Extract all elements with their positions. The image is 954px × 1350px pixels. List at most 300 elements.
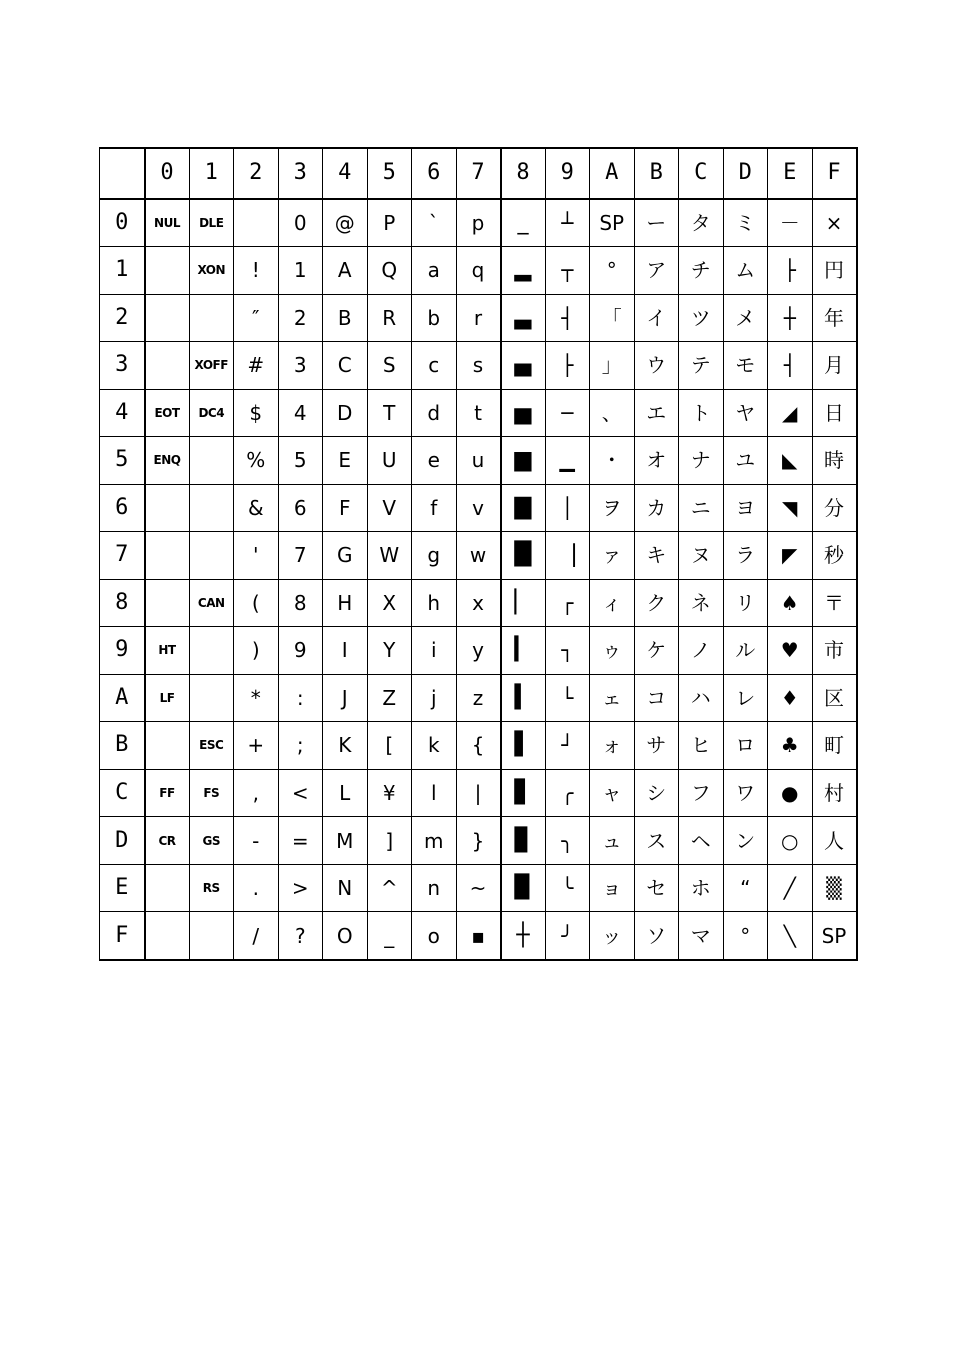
code-cell-7c: | — [456, 769, 501, 817]
code-cell-fa: 区 — [812, 674, 857, 722]
code-cell-21: ! — [234, 247, 279, 295]
code-cell-58: X — [367, 579, 412, 627]
code-cell-0c: FF — [145, 769, 190, 817]
code-cell-50: P — [367, 199, 412, 247]
code-cell-e3: ┤ — [768, 342, 813, 390]
code-cell-d5: ユ — [723, 437, 768, 485]
row-header-4: 4 — [100, 389, 145, 437]
code-cell-ca: ハ — [679, 674, 724, 722]
code-cell-7d: } — [456, 817, 501, 865]
code-cell-48: H — [323, 579, 368, 627]
code-cell-c2: ツ — [679, 294, 724, 342]
code-cell-40: @ — [323, 199, 368, 247]
code-cell-86: ▇ — [501, 484, 546, 532]
code-cell-7a: z — [456, 674, 501, 722]
code-cell-ec: ● — [768, 769, 813, 817]
code-cell-5c: ¥ — [367, 769, 412, 817]
code-cell-a6: ヲ — [590, 484, 635, 532]
code-cell-22: ″ — [234, 294, 279, 342]
code-cell-06 — [145, 484, 190, 532]
code-cell-2b: + — [234, 722, 279, 770]
code-cell-03 — [145, 342, 190, 390]
code-cell-aa: ェ — [590, 674, 635, 722]
code-cell-96: │ — [545, 484, 590, 532]
code-cell-7b: { — [456, 722, 501, 770]
code-cell-e5: ◣ — [768, 437, 813, 485]
table-row — [100, 294, 857, 342]
code-cell-93: ├ — [545, 342, 590, 390]
code-cell-25: % — [234, 437, 279, 485]
column-header-row — [100, 148, 857, 199]
code-cell-af: ッ — [590, 912, 635, 960]
code-cell-f1: 円 — [812, 247, 857, 295]
code-cell-78: x — [456, 579, 501, 627]
code-cell-ee: ╱ — [768, 864, 813, 912]
code-cell-02 — [145, 294, 190, 342]
code-cell-c3: テ — [679, 342, 724, 390]
code-cell-bd: ス — [634, 817, 679, 865]
code-cell-04: EOT — [145, 389, 190, 437]
code-cell-53: S — [367, 342, 412, 390]
code-cell-43: C — [323, 342, 368, 390]
column-header-4: 4 — [323, 148, 368, 199]
code-cell-f3: 月 — [812, 342, 857, 390]
code-cell-8d: ▊ — [501, 817, 546, 865]
code-cell-64: d — [412, 389, 457, 437]
code-cell-5d: ] — [367, 817, 412, 865]
code-cell-a8: ィ — [590, 579, 635, 627]
code-table — [99, 147, 858, 961]
code-cell-fc: 村 — [812, 769, 857, 817]
code-cell-a2: 「 — [590, 294, 635, 342]
code-cell-8b: ▌ — [501, 722, 546, 770]
code-cell-91: ┬ — [545, 247, 590, 295]
code-cell-46: F — [323, 484, 368, 532]
code-cell-4b: K — [323, 722, 368, 770]
code-cell-dd: ン — [723, 817, 768, 865]
code-cell-de: “ — [723, 864, 768, 912]
code-cell-84: ▅ — [501, 389, 546, 437]
code-cell-65: e — [412, 437, 457, 485]
code-cell-c9: ノ — [679, 627, 724, 675]
code-cell-a3: 」 — [590, 342, 635, 390]
code-cell-5f: _ — [367, 912, 412, 960]
code-cell-bf: ソ — [634, 912, 679, 960]
code-cell-14: DC4 — [189, 389, 234, 437]
code-cell-db: ロ — [723, 722, 768, 770]
table-row — [100, 912, 857, 960]
table-row — [100, 864, 857, 912]
code-cell-f0: × — [812, 199, 857, 247]
code-cell-67: g — [412, 532, 457, 580]
code-cell-7e: ~ — [456, 864, 501, 912]
code-cell-6d: m — [412, 817, 457, 865]
column-header-7: 7 — [456, 148, 501, 199]
code-cell-26: & — [234, 484, 279, 532]
code-cell-4e: N — [323, 864, 368, 912]
code-cell-1f — [189, 912, 234, 960]
code-cell-f2: 年 — [812, 294, 857, 342]
code-cell-b6: カ — [634, 484, 679, 532]
code-cell-79: y — [456, 627, 501, 675]
code-cell-49: I — [323, 627, 368, 675]
code-cell-59: Y — [367, 627, 412, 675]
code-cell-2d: - — [234, 817, 279, 865]
code-cell-70: p — [456, 199, 501, 247]
code-cell-8c: ▋ — [501, 769, 546, 817]
table-row — [100, 674, 857, 722]
code-cell-c0: タ — [679, 199, 724, 247]
code-cell-e9: ♥ — [768, 627, 813, 675]
code-cell-81: ▂ — [501, 247, 546, 295]
code-cell-5a: Z — [367, 674, 412, 722]
table-row — [100, 532, 857, 580]
column-header-5: 5 — [367, 148, 412, 199]
column-header-9: 9 — [545, 148, 590, 199]
code-cell-9b: ┘ — [545, 722, 590, 770]
row-header-d: D — [100, 817, 145, 865]
code-cell-2c: , — [234, 769, 279, 817]
code-cell-72: r — [456, 294, 501, 342]
code-cell-e2: ┼ — [768, 294, 813, 342]
code-cell-b3: ウ — [634, 342, 679, 390]
code-cell-62: b — [412, 294, 457, 342]
code-cell-88: ▏ — [501, 579, 546, 627]
code-cell-3f: ? — [278, 912, 323, 960]
code-cell-1b: ESC — [189, 722, 234, 770]
code-cell-0d: CR — [145, 817, 190, 865]
code-cell-92: ┤ — [545, 294, 590, 342]
table-row — [100, 817, 857, 865]
code-cell-bc: シ — [634, 769, 679, 817]
code-cell-ac: ャ — [590, 769, 635, 817]
code-cell-ab: ォ — [590, 722, 635, 770]
code-cell-f5: 時 — [812, 437, 857, 485]
code-cell-b9: ケ — [634, 627, 679, 675]
code-cell-c6: ニ — [679, 484, 724, 532]
code-cell-18: CAN — [189, 579, 234, 627]
code-cell-d0: ミ — [723, 199, 768, 247]
code-cell-77: w — [456, 532, 501, 580]
code-cell-8e: ▉ — [501, 864, 546, 912]
code-cell-28: ( — [234, 579, 279, 627]
column-header-b: B — [634, 148, 679, 199]
code-cell-38: 8 — [278, 579, 323, 627]
code-cell-98: ┌ — [545, 579, 590, 627]
code-cell-fb: 町 — [812, 722, 857, 770]
code-cell-d4: ヤ — [723, 389, 768, 437]
code-cell-6e: n — [412, 864, 457, 912]
code-cell-ef: ╲ — [768, 912, 813, 960]
code-cell-31: 1 — [278, 247, 323, 295]
code-cell-3e: > — [278, 864, 323, 912]
code-cell-97: ▕ — [545, 532, 590, 580]
column-header-2: 2 — [234, 148, 279, 199]
column-header-3: 3 — [278, 148, 323, 199]
code-cell-1e: RS — [189, 864, 234, 912]
code-cell-df: ° — [723, 912, 768, 960]
code-cell-cb: ヒ — [679, 722, 724, 770]
code-cell-24: $ — [234, 389, 279, 437]
code-cell-73: s — [456, 342, 501, 390]
code-cell-20 — [234, 199, 279, 247]
code-cell-ba: コ — [634, 674, 679, 722]
code-cell-dc: ワ — [723, 769, 768, 817]
column-header-6: 6 — [412, 148, 457, 199]
column-header-8: 8 — [501, 148, 546, 199]
code-cell-39: 9 — [278, 627, 323, 675]
code-cell-a4: 、 — [590, 389, 635, 437]
code-cell-66: f — [412, 484, 457, 532]
code-cell-cd: ヘ — [679, 817, 724, 865]
code-cell-6c: l — [412, 769, 457, 817]
character-code-chart — [99, 147, 856, 961]
code-cell-a1: ° — [590, 247, 635, 295]
code-cell-57: W — [367, 532, 412, 580]
column-header-c: C — [679, 148, 724, 199]
code-cell-10: DLE — [189, 199, 234, 247]
row-header-2: 2 — [100, 294, 145, 342]
code-cell-52: R — [367, 294, 412, 342]
code-cell-8f: ┼ — [501, 912, 546, 960]
code-cell-68: h — [412, 579, 457, 627]
code-cell-15 — [189, 437, 234, 485]
code-cell-3c: < — [278, 769, 323, 817]
column-header-e: E — [768, 148, 813, 199]
code-cell-74: t — [456, 389, 501, 437]
code-cell-ae: ョ — [590, 864, 635, 912]
code-cell-75: u — [456, 437, 501, 485]
code-cell-55: U — [367, 437, 412, 485]
code-cell-1d: GS — [189, 817, 234, 865]
column-header-a: A — [590, 148, 635, 199]
code-cell-5e: ^ — [367, 864, 412, 912]
code-cell-f9: 市 — [812, 627, 857, 675]
code-cell-29: ) — [234, 627, 279, 675]
code-cell-8a: ▍ — [501, 674, 546, 722]
code-cell-2a: * — [234, 674, 279, 722]
code-cell-32: 2 — [278, 294, 323, 342]
code-cell-23: # — [234, 342, 279, 390]
row-header-b: B — [100, 722, 145, 770]
code-cell-a9: ゥ — [590, 627, 635, 675]
code-cell-01 — [145, 247, 190, 295]
table-row — [100, 389, 857, 437]
code-cell-bb: サ — [634, 722, 679, 770]
code-cell-fd: 人 — [812, 817, 857, 865]
row-header-3: 3 — [100, 342, 145, 390]
code-cell-11: XON — [189, 247, 234, 295]
code-cell-47: G — [323, 532, 368, 580]
column-header-f: F — [812, 148, 857, 199]
code-cell-7f: ▪ — [456, 912, 501, 960]
code-cell-6f: o — [412, 912, 457, 960]
code-cell-be: セ — [634, 864, 679, 912]
code-cell-c5: ナ — [679, 437, 724, 485]
table-row — [100, 247, 857, 295]
code-cell-4c: L — [323, 769, 368, 817]
row-header-0: 0 — [100, 199, 145, 247]
code-cell-1a — [189, 674, 234, 722]
corner-cell — [100, 148, 145, 199]
code-cell-9e: ╰ — [545, 864, 590, 912]
code-cell-85: ▆ — [501, 437, 546, 485]
code-cell-f7: 秒 — [812, 532, 857, 580]
code-cell-c4: ト — [679, 389, 724, 437]
code-cell-4d: M — [323, 817, 368, 865]
code-cell-56: V — [367, 484, 412, 532]
code-cell-44: D — [323, 389, 368, 437]
code-cell-ea: ♦ — [768, 674, 813, 722]
code-cell-4f: O — [323, 912, 368, 960]
code-cell-0a: LF — [145, 674, 190, 722]
code-cell-d1: ム — [723, 247, 768, 295]
code-cell-a5: ・ — [590, 437, 635, 485]
row-header-8: 8 — [100, 579, 145, 627]
code-cell-0b — [145, 722, 190, 770]
code-cell-4a: J — [323, 674, 368, 722]
code-cell-e1: ├ — [768, 247, 813, 295]
code-cell-fe: ▒ — [812, 864, 857, 912]
code-cell-ad: ュ — [590, 817, 635, 865]
code-cell-a0: SP — [590, 199, 635, 247]
code-cell-b1: ア — [634, 247, 679, 295]
code-cell-d9: ル — [723, 627, 768, 675]
code-cell-0f — [145, 912, 190, 960]
row-header-f: F — [100, 912, 145, 960]
code-cell-c1: チ — [679, 247, 724, 295]
code-cell-9a: └ — [545, 674, 590, 722]
code-cell-6a: j — [412, 674, 457, 722]
code-cell-36: 6 — [278, 484, 323, 532]
code-cell-12 — [189, 294, 234, 342]
row-header-9: 9 — [100, 627, 145, 675]
code-cell-13: XOFF — [189, 342, 234, 390]
code-cell-b4: エ — [634, 389, 679, 437]
code-cell-cf: マ — [679, 912, 724, 960]
code-cell-27: ' — [234, 532, 279, 580]
code-cell-3b: ; — [278, 722, 323, 770]
row-header-6: 6 — [100, 484, 145, 532]
code-cell-45: E — [323, 437, 368, 485]
code-cell-eb: ♣ — [768, 722, 813, 770]
row-header-7: 7 — [100, 532, 145, 580]
code-cell-35: 5 — [278, 437, 323, 485]
code-cell-82: ▃ — [501, 294, 546, 342]
code-cell-9c: ╭ — [545, 769, 590, 817]
code-cell-b5: オ — [634, 437, 679, 485]
code-cell-95: ▁ — [545, 437, 590, 485]
code-cell-e8: ♠ — [768, 579, 813, 627]
code-cell-b8: ク — [634, 579, 679, 627]
code-cell-83: ▄ — [501, 342, 546, 390]
code-cell-37: 7 — [278, 532, 323, 580]
code-cell-00: NUL — [145, 199, 190, 247]
code-cell-19 — [189, 627, 234, 675]
code-cell-b0: ー — [634, 199, 679, 247]
code-cell-da: レ — [723, 674, 768, 722]
code-cell-80: _ — [501, 199, 546, 247]
code-cell-99: ┐ — [545, 627, 590, 675]
code-cell-69: i — [412, 627, 457, 675]
code-cell-94: ─ — [545, 389, 590, 437]
code-cell-16 — [189, 484, 234, 532]
code-cell-e6: ◥ — [768, 484, 813, 532]
code-cell-5b: [ — [367, 722, 412, 770]
code-cell-b2: イ — [634, 294, 679, 342]
column-header-0: 0 — [145, 148, 190, 199]
code-cell-c7: ヌ — [679, 532, 724, 580]
code-cell-1c: FS — [189, 769, 234, 817]
code-cell-f8: 〒 — [812, 579, 857, 627]
code-cell-d8: リ — [723, 579, 768, 627]
code-cell-17 — [189, 532, 234, 580]
code-cell-f6: 分 — [812, 484, 857, 532]
code-cell-e0: － — [768, 199, 813, 247]
code-cell-51: Q — [367, 247, 412, 295]
code-cell-09: HT — [145, 627, 190, 675]
row-header-c: C — [100, 769, 145, 817]
code-cell-ff: SP — [812, 912, 857, 960]
code-cell-e7: ◤ — [768, 532, 813, 580]
row-header-e: E — [100, 864, 145, 912]
row-header-a: A — [100, 674, 145, 722]
table-row — [100, 627, 857, 675]
table-row — [100, 199, 857, 247]
code-cell-6b: k — [412, 722, 457, 770]
column-header-d: D — [723, 148, 768, 199]
code-cell-d3: モ — [723, 342, 768, 390]
code-cell-63: c — [412, 342, 457, 390]
table-row — [100, 437, 857, 485]
table-row — [100, 769, 857, 817]
code-cell-3a: : — [278, 674, 323, 722]
code-cell-0e — [145, 864, 190, 912]
code-cell-ed: ○ — [768, 817, 813, 865]
code-cell-a7: ァ — [590, 532, 635, 580]
code-cell-90: ┴ — [545, 199, 590, 247]
code-cell-cc: フ — [679, 769, 724, 817]
code-cell-30: 0 — [278, 199, 323, 247]
code-cell-d2: メ — [723, 294, 768, 342]
code-cell-ce: ホ — [679, 864, 724, 912]
code-cell-33: 3 — [278, 342, 323, 390]
table-row — [100, 342, 857, 390]
code-cell-c8: ネ — [679, 579, 724, 627]
code-cell-9f: ╯ — [545, 912, 590, 960]
code-cell-60: ` — [412, 199, 457, 247]
column-header-1: 1 — [189, 148, 234, 199]
code-cell-2f: / — [234, 912, 279, 960]
table-row — [100, 484, 857, 532]
code-cell-2e: . — [234, 864, 279, 912]
table-row — [100, 579, 857, 627]
code-cell-3d: = — [278, 817, 323, 865]
code-cell-71: q — [456, 247, 501, 295]
code-cell-05: ENQ — [145, 437, 190, 485]
code-cell-42: B — [323, 294, 368, 342]
code-cell-08 — [145, 579, 190, 627]
code-cell-b7: キ — [634, 532, 679, 580]
code-cell-54: T — [367, 389, 412, 437]
code-cell-d7: ラ — [723, 532, 768, 580]
code-cell-07 — [145, 532, 190, 580]
code-cell-89: ▎ — [501, 627, 546, 675]
table-row — [100, 722, 857, 770]
code-cell-87: █ — [501, 532, 546, 580]
row-header-5: 5 — [100, 437, 145, 485]
code-cell-41: A — [323, 247, 368, 295]
